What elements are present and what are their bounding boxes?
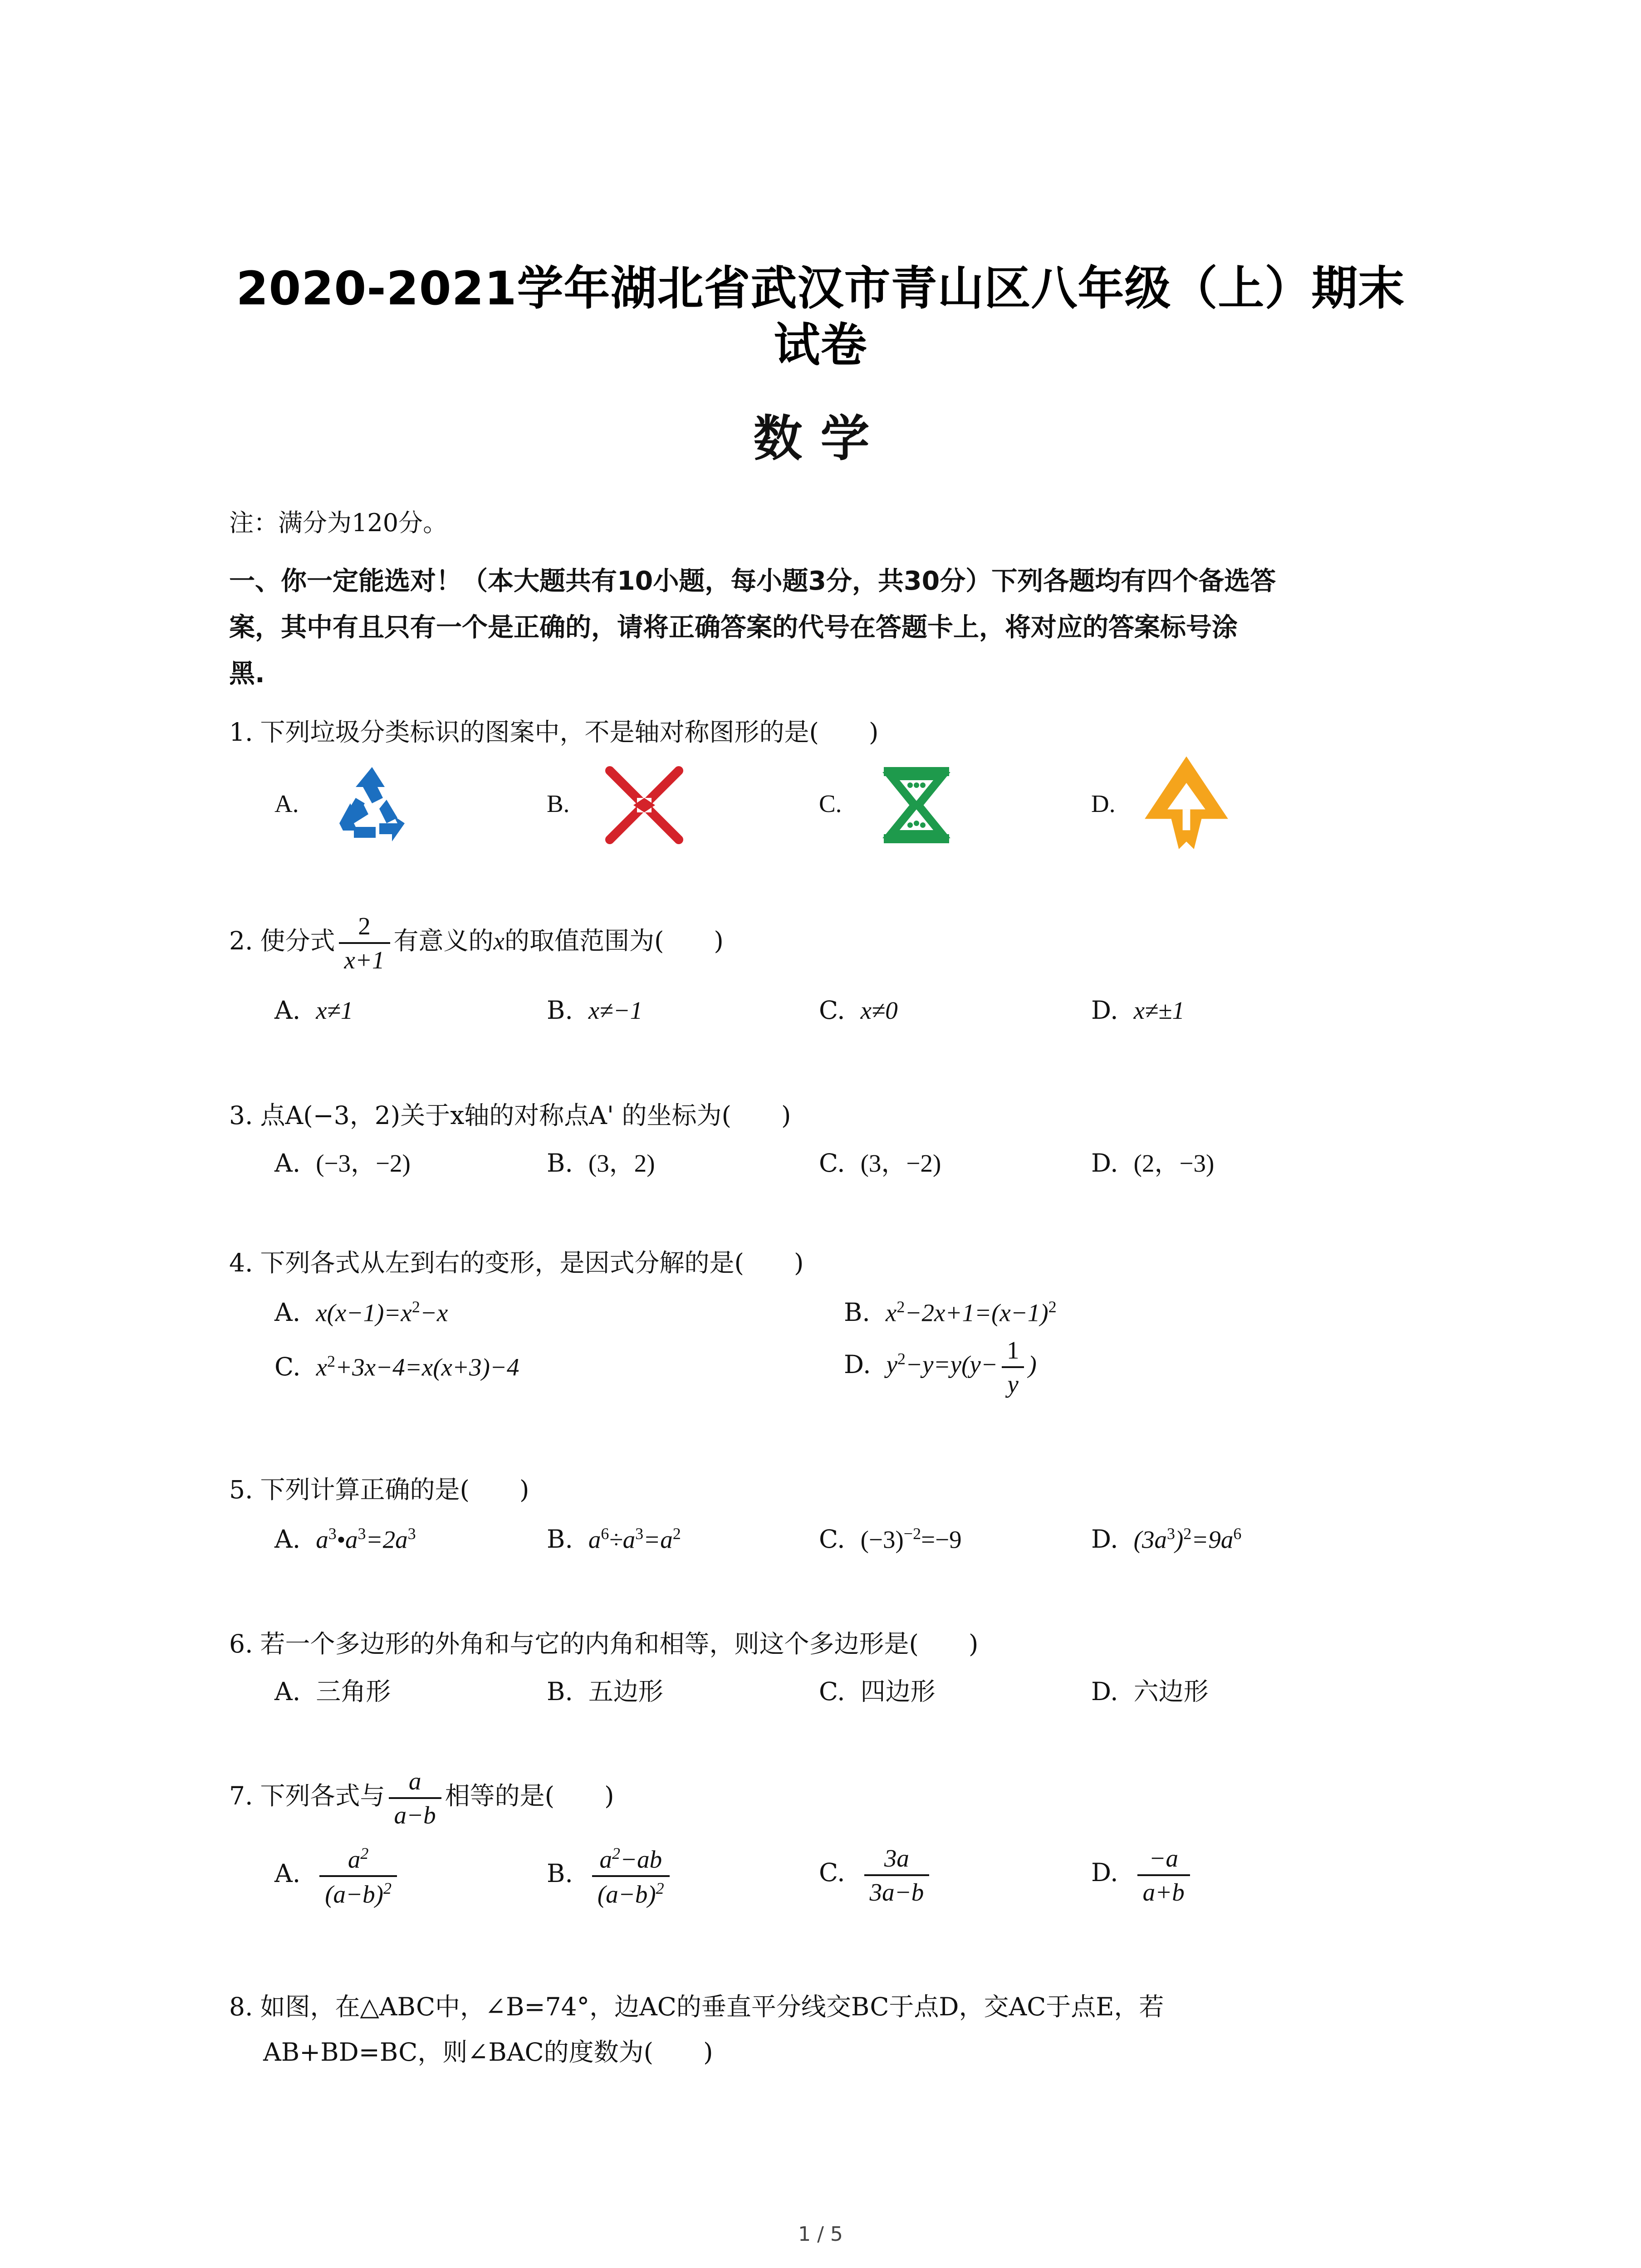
subject-heading: 数学 xyxy=(753,411,888,467)
question-1 xyxy=(229,712,878,748)
option-a: A. x≠1 xyxy=(274,996,353,1025)
superscript: 2 xyxy=(1048,1298,1057,1316)
option-part: =9a xyxy=(1191,1525,1234,1554)
superscript: 2 xyxy=(897,1349,906,1368)
option-b-text: x xyxy=(885,1299,897,1327)
option-b-text: (3，2) xyxy=(588,1149,655,1177)
fraction-numerator: 2 xyxy=(358,912,371,940)
option-c: C. $(-3)^{-2}=-9$ xyxy=(819,1525,962,1554)
option-d: D. (2，−3) xyxy=(1091,1149,1215,1178)
option-d-text: y xyxy=(886,1350,898,1378)
fraction xyxy=(389,1767,441,1829)
option-b-text-mid: −2x+1=(x−1) xyxy=(905,1299,1048,1327)
option-a-text: x(x−1)=x xyxy=(316,1299,412,1327)
option-part: (3a xyxy=(1133,1525,1167,1554)
question-8-line2: AB+BD=BC，则∠BAC的度数为( ) xyxy=(263,2038,713,2067)
option-c: C. $x^2+3x-4=x(x+3)-4$ xyxy=(274,1352,519,1382)
option-d-text: 六边形 xyxy=(1133,1678,1209,1706)
option-b: B. x≠−1 xyxy=(547,996,643,1025)
option-b: B. (3，2) xyxy=(547,1149,655,1178)
option-b-text: x≠−1 xyxy=(588,997,643,1024)
option-a-text: 三角形 xyxy=(316,1678,391,1706)
superscript: 2 xyxy=(896,1298,905,1316)
option-b: B. $a^6\div a^3=a^2$ xyxy=(547,1525,681,1554)
superscript: 2 xyxy=(612,1844,620,1862)
fraction-numerator: 1 xyxy=(1006,1336,1019,1364)
section-line-1: 一、你一定能选对！（本大题共有10小题，每小题3分，共30分）下列各题均有四个备选答 xyxy=(229,566,1276,596)
question-text-line1: 如图，在△ABC中，∠B=74°，边AC的垂直平分线交BC于点D，交AC于点E，若 xyxy=(260,1992,1164,2021)
fraction xyxy=(319,1844,397,1909)
section-line-2: 案，其中有且只有一个是正确的，请将正确答案的代号在答题卡上，将对应的答案标号涂 xyxy=(229,612,1238,642)
option-b-text: 五边形 xyxy=(588,1678,663,1706)
option-d: D. $\frac{-a}{a+b}$ xyxy=(1091,1844,1194,1906)
option-a: A. (−3，−2) xyxy=(274,1149,411,1178)
option-c-text: (3，−2) xyxy=(860,1149,941,1177)
option-a: A. $\frac{a^2}{(a-b)^2}$ xyxy=(274,1844,401,1909)
superscript: 2 xyxy=(383,1879,392,1898)
superscript: 2 xyxy=(672,1525,681,1543)
section-line-3: 黑. xyxy=(229,659,265,689)
option-d: D. 六边形 xyxy=(1091,1677,1209,1706)
question-text: 若一个多边形的外角和与它的内角和相等，则这个多边形是( ) xyxy=(260,1629,979,1658)
question-number: 7. xyxy=(229,1781,253,1810)
superscript: 3 xyxy=(407,1525,416,1543)
option-c-text: x≠0 xyxy=(860,997,898,1024)
option-a-text-end: −x xyxy=(420,1299,448,1327)
superscript: 2 xyxy=(656,1879,664,1898)
option-d: D. $y^2-y=y(y-$ $\frac{1}{y}$ ) xyxy=(844,1336,1037,1398)
question-6 xyxy=(229,1624,978,1660)
question-text: 下列各式从左到右的变形，是因式分解的是( ) xyxy=(260,1248,804,1277)
option-part: =2a xyxy=(366,1525,408,1554)
option-a: A. $x(x-1)=x^2-x$ xyxy=(274,1298,448,1327)
crossed-arrows-icon xyxy=(599,760,690,852)
fraction xyxy=(1001,1336,1025,1398)
hourglass-icon xyxy=(871,760,962,852)
option-part: •a xyxy=(336,1525,358,1554)
option-d: D. $(3a^3)^2=9a^6$ xyxy=(1091,1525,1242,1554)
option-d: D. x≠±1 xyxy=(1091,996,1185,1025)
question-number: 8. xyxy=(229,1992,253,2021)
superscript: 3 xyxy=(1166,1525,1175,1543)
section-heading xyxy=(229,558,1445,697)
denominator-base: (a−b) xyxy=(325,1880,383,1908)
superscript: 2 xyxy=(327,1352,336,1370)
fraction xyxy=(339,912,390,974)
option-c: C. x≠0 xyxy=(819,996,898,1025)
question-text: 下列计算正确的是( ) xyxy=(260,1475,529,1504)
question-text-post: 相等的是( ) xyxy=(445,1781,614,1810)
option-a-text: (−3，−2) xyxy=(316,1149,411,1177)
option-b-label: B. xyxy=(547,790,570,817)
numerator-base: a xyxy=(348,1845,361,1873)
fraction-denominator: a−b xyxy=(389,1797,441,1829)
fraction-numerator: a xyxy=(408,1767,421,1795)
note-text: 注：满分为120分。 xyxy=(229,508,448,537)
superscript: 3 xyxy=(328,1525,337,1543)
fraction-numerator: −a xyxy=(1149,1844,1178,1872)
option-c-text: x xyxy=(316,1353,328,1381)
numerator-rest: −ab xyxy=(620,1845,662,1873)
option-part: (−3) xyxy=(860,1525,904,1554)
page-number: 1 / 5 xyxy=(798,2223,843,2246)
question-number: 6. xyxy=(229,1629,253,1658)
page-title: 2020-2021学年湖北省武汉市青山区八年级（上）期末 xyxy=(236,262,1405,316)
option-c: C. (3，−2) xyxy=(819,1149,941,1178)
option-part: =−9 xyxy=(921,1525,962,1554)
option-c: C. 四边形 xyxy=(819,1677,936,1706)
question-number: 4. xyxy=(229,1248,253,1277)
question-2 xyxy=(229,912,724,974)
page-title-line2: 试卷 xyxy=(774,318,867,372)
option-d-text-end: ) xyxy=(1028,1350,1037,1378)
option-b: B. 五边形 xyxy=(547,1677,663,1706)
option-d-text: x≠±1 xyxy=(1133,997,1185,1024)
option-c-label: C. xyxy=(819,790,842,817)
superscript: 6 xyxy=(1233,1525,1242,1543)
question-number: 1. xyxy=(229,718,253,747)
question-3 xyxy=(229,1095,791,1131)
option-part: ÷a xyxy=(609,1525,636,1554)
option-a-text: x≠1 xyxy=(316,997,353,1024)
option-d-text: (2，−3) xyxy=(1133,1149,1215,1177)
fraction xyxy=(592,1844,670,1909)
orange-triangle-icon xyxy=(1139,751,1234,861)
fraction-denominator: y xyxy=(1002,1366,1024,1398)
fraction-denominator: 3a−b xyxy=(864,1874,930,1906)
option-b: B. $x^2-2x+1=(x-1)^2$ xyxy=(844,1298,1057,1327)
option-part: a xyxy=(588,1525,601,1554)
denominator-base: (a−b) xyxy=(597,1880,656,1908)
recycle-icon xyxy=(327,760,417,852)
fraction-denominator: a+b xyxy=(1137,1874,1190,1906)
variable-x: x xyxy=(493,927,505,955)
question-number: 3. xyxy=(229,1101,253,1130)
fraction xyxy=(1137,1844,1190,1906)
option-c-text: 四边形 xyxy=(860,1678,936,1706)
superscript: 2 xyxy=(360,1844,369,1862)
question-number: 2. xyxy=(229,926,253,955)
option-d-label: D. xyxy=(1091,790,1116,817)
fraction-denominator xyxy=(319,1875,397,1908)
fraction-denominator: x+1 xyxy=(339,942,390,974)
option-part: a xyxy=(316,1525,328,1554)
fraction-denominator xyxy=(592,1875,670,1908)
option-a: A. $a^3•a^3=2a^3$ xyxy=(274,1525,416,1554)
option-c: C. $\frac{3a}{3a-b}$ xyxy=(819,1844,933,1906)
fraction-numerator xyxy=(343,1844,374,1875)
fraction-numerator: 3a xyxy=(884,1844,909,1872)
question-4 xyxy=(229,1243,803,1279)
superscript: 3 xyxy=(358,1525,366,1543)
question-8 xyxy=(229,1987,1164,2023)
question-text-post: 有意义的 xyxy=(393,926,494,955)
fraction xyxy=(864,1844,930,1906)
option-part: ) xyxy=(1175,1525,1184,1554)
superscript: 2 xyxy=(411,1298,420,1316)
question-5 xyxy=(229,1470,529,1505)
option-part: =a xyxy=(643,1525,673,1554)
question-text-post2: 的取值范围为( ) xyxy=(504,926,724,955)
superscript: −2 xyxy=(903,1525,921,1543)
superscript: 2 xyxy=(1183,1525,1192,1543)
option-b: B. $\frac{a^2-ab}{(a-b)^2}$ xyxy=(547,1844,673,1909)
superscript: 3 xyxy=(635,1525,644,1543)
option-a: A. 三角形 xyxy=(274,1677,391,1706)
question-text-pre: 下列各式与 xyxy=(260,1781,385,1810)
option-a-label: A. xyxy=(274,790,299,817)
numerator-base: a xyxy=(599,1845,612,1873)
question-7 xyxy=(229,1767,614,1829)
superscript: 6 xyxy=(601,1525,609,1543)
question-text: 下列垃圾分类标识的图案中，不是轴对称图形的是( ) xyxy=(260,718,879,747)
question-number: 5. xyxy=(229,1475,253,1504)
fraction-numerator xyxy=(594,1844,667,1875)
option-c-text-end: +3x−4=x(x+3)−4 xyxy=(335,1353,519,1381)
question-text: 点A(−3，2)关于x轴的对称点A' 的坐标为( ) xyxy=(260,1101,791,1130)
option-d-text-mid: −y=y(y− xyxy=(906,1350,998,1378)
question-text-pre: 使分式 xyxy=(260,926,335,955)
